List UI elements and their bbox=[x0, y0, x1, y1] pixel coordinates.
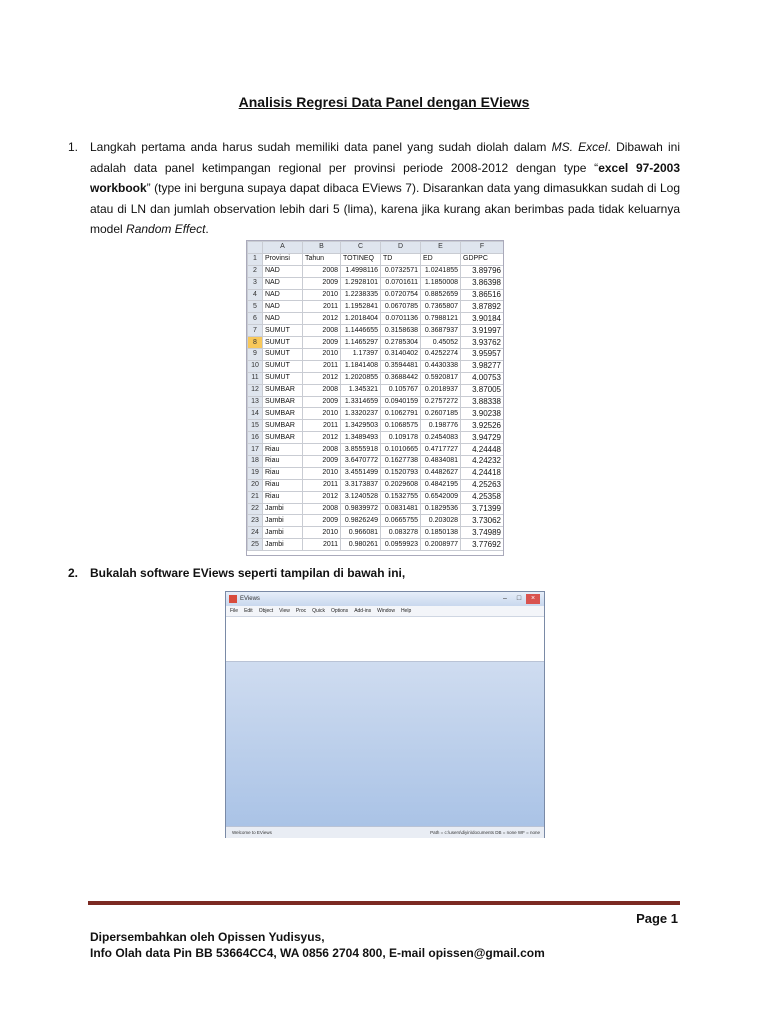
row-number: 17 bbox=[248, 444, 263, 456]
table-cell: Riau bbox=[263, 479, 303, 491]
table-cell: 2012 bbox=[303, 432, 341, 444]
table-cell: Tahun bbox=[303, 253, 341, 265]
table-cell: 2010 bbox=[303, 289, 341, 301]
table-cell: 4.24418 bbox=[461, 467, 504, 479]
table-cell: Riau bbox=[263, 444, 303, 456]
panel-data-table bbox=[247, 241, 504, 551]
table-cell: 4.00753 bbox=[461, 372, 504, 384]
step-1-text-a: Langkah pertama anda harus sudah memiliki data panel yang sudah diolah dalam bbox=[90, 140, 552, 154]
table-row bbox=[248, 467, 504, 479]
table-cell: 2011 bbox=[303, 420, 341, 432]
table-row bbox=[248, 503, 504, 515]
step-2 bbox=[68, 563, 680, 584]
table-cell: 0.0670785 bbox=[381, 301, 421, 313]
table-cell: 0.4430338 bbox=[421, 360, 461, 372]
menu-item-window: Window bbox=[377, 608, 395, 614]
eviews-logo-icon bbox=[229, 595, 237, 603]
table-cell: 2009 bbox=[303, 456, 341, 468]
eviews-menubar bbox=[226, 606, 544, 617]
table-row bbox=[248, 420, 504, 432]
table-cell: Provinsi bbox=[263, 253, 303, 265]
row-number: 13 bbox=[248, 396, 263, 408]
table-cell: 2011 bbox=[303, 479, 341, 491]
table-cell: 1.17397 bbox=[341, 349, 381, 361]
row-number: 20 bbox=[248, 479, 263, 491]
table-row bbox=[248, 491, 504, 503]
page-number: Page 1 bbox=[636, 911, 678, 926]
table-cell: 3.95957 bbox=[461, 349, 504, 361]
row-number: 1 bbox=[248, 253, 263, 265]
table-cell: 0.4482627 bbox=[421, 467, 461, 479]
table-cell: 2008 bbox=[303, 325, 341, 337]
table-cell: 2011 bbox=[303, 539, 341, 551]
table-row bbox=[248, 337, 504, 349]
row-number: 23 bbox=[248, 515, 263, 527]
table-cell: 2012 bbox=[303, 313, 341, 325]
step-1 bbox=[68, 137, 680, 240]
table-cell: 0.2029608 bbox=[381, 479, 421, 491]
row-number: 7 bbox=[248, 325, 263, 337]
window-controls bbox=[498, 594, 540, 604]
eviews-statusbar bbox=[226, 826, 544, 838]
step-2-number: 2. bbox=[68, 566, 79, 580]
table-cell: 3.89796 bbox=[461, 265, 504, 277]
table-cell: 3.86516 bbox=[461, 289, 504, 301]
table-row bbox=[248, 301, 504, 313]
table-cell: 0.2018937 bbox=[421, 384, 461, 396]
table-row bbox=[248, 253, 504, 265]
minimize-icon: – bbox=[503, 595, 507, 602]
table-cell: 0.4252274 bbox=[421, 349, 461, 361]
table-cell: 0.1627738 bbox=[381, 456, 421, 468]
row-number: 15 bbox=[248, 420, 263, 432]
menu-item-object: Object bbox=[258, 608, 274, 614]
table-cell: 0.7365807 bbox=[421, 301, 461, 313]
table-row bbox=[248, 456, 504, 468]
step-1-paragraph bbox=[90, 137, 680, 240]
row-number: 9 bbox=[248, 349, 263, 361]
table-row bbox=[248, 432, 504, 444]
row-number: 3 bbox=[248, 277, 263, 289]
table-cell: Riau bbox=[263, 491, 303, 503]
row-number: 5 bbox=[248, 301, 263, 313]
menu-item-proc: Proc bbox=[295, 608, 307, 614]
table-cell: 0.3688442 bbox=[381, 372, 421, 384]
table-cell: 3.77692 bbox=[461, 539, 504, 551]
table-cell: 1.1952841 bbox=[341, 301, 381, 313]
table-cell: 0.0959923 bbox=[381, 539, 421, 551]
table-cell: 0.0732571 bbox=[381, 265, 421, 277]
menu-item-file: File bbox=[230, 608, 239, 614]
step-1-text-c: ” (type ini berguna supaya dapat dibaca EViews 7). Disarankan data yang dimasukkan sudah di Log atau di LN dan jumlah observation lebih dari 5 (lima), karena jika kurang akan berimbas pada tidak keluarnya model bbox=[90, 181, 680, 236]
table-cell: Riau bbox=[263, 456, 303, 468]
table-cell: 1.1850008 bbox=[421, 277, 461, 289]
table-cell: SUMUT bbox=[263, 360, 303, 372]
table-cell: 3.73062 bbox=[461, 515, 504, 527]
random-effect-term: Random Effect bbox=[126, 222, 206, 236]
table-cell: 3.91997 bbox=[461, 325, 504, 337]
table-cell: 3.94729 bbox=[461, 432, 504, 444]
ms-excel-term: MS. Excel bbox=[551, 140, 608, 154]
table-cell: 0.3140402 bbox=[381, 349, 421, 361]
table-cell: 0.0720754 bbox=[381, 289, 421, 301]
table-cell: 1.1446655 bbox=[341, 325, 381, 337]
table-row bbox=[248, 384, 504, 396]
menu-item-add-ins: Add-ins bbox=[354, 608, 372, 614]
table-cell: SUMUT bbox=[263, 325, 303, 337]
eviews-workspace bbox=[226, 662, 544, 826]
table-cell: SUMUT bbox=[263, 337, 303, 349]
table-cell: 1.2018404 bbox=[341, 313, 381, 325]
table-cell: 0.0665755 bbox=[381, 515, 421, 527]
row-number: 22 bbox=[248, 503, 263, 515]
table-cell: 2012 bbox=[303, 372, 341, 384]
eviews-title: EViews bbox=[240, 596, 260, 602]
table-cell: 0.2757272 bbox=[421, 396, 461, 408]
row-number: 18 bbox=[248, 456, 263, 468]
table-cell: 0.0701136 bbox=[381, 313, 421, 325]
table-cell: 1.2928101 bbox=[341, 277, 381, 289]
table-row bbox=[248, 360, 504, 372]
table-cell: 0.4834081 bbox=[421, 456, 461, 468]
table-cell: 0.4717727 bbox=[421, 444, 461, 456]
column-header: B bbox=[303, 242, 341, 254]
eviews-titlebar bbox=[226, 592, 544, 606]
table-cell: 1.3314659 bbox=[341, 396, 381, 408]
table-cell: NAD bbox=[263, 301, 303, 313]
table-cell: 1.2020855 bbox=[341, 372, 381, 384]
column-header: A bbox=[263, 242, 303, 254]
step-1-number: 1. bbox=[68, 140, 79, 154]
table-cell: 1.0241855 bbox=[421, 265, 461, 277]
column-header: C bbox=[341, 242, 381, 254]
table-cell: 2009 bbox=[303, 396, 341, 408]
table-cell: 0.109178 bbox=[381, 432, 421, 444]
menu-item-view: View bbox=[279, 608, 290, 614]
table-cell: 3.4551499 bbox=[341, 467, 381, 479]
eviews-command-area bbox=[226, 617, 544, 662]
table-cell: 0.1062791 bbox=[381, 408, 421, 420]
menu-item-edit: Edit bbox=[244, 608, 253, 614]
table-cell: 0.2008977 bbox=[421, 539, 461, 551]
table-cell: 3.90238 bbox=[461, 408, 504, 420]
row-number: 16 bbox=[248, 432, 263, 444]
column-header: D bbox=[381, 242, 421, 254]
table-cell: 3.71399 bbox=[461, 503, 504, 515]
table-cell: 4.24232 bbox=[461, 456, 504, 468]
table-cell: Riau bbox=[263, 467, 303, 479]
table-cell: 0.198776 bbox=[421, 420, 461, 432]
table-cell: 3.8555918 bbox=[341, 444, 381, 456]
table-cell: 0.6542009 bbox=[421, 491, 461, 503]
table-row bbox=[248, 515, 504, 527]
table-cell: GDPPC bbox=[461, 253, 504, 265]
table-cell: 0.5920817 bbox=[421, 372, 461, 384]
table-cell: 2011 bbox=[303, 301, 341, 313]
row-number: 2 bbox=[248, 265, 263, 277]
table-cell: 3.88338 bbox=[461, 396, 504, 408]
table-row bbox=[248, 325, 504, 337]
row-number: 12 bbox=[248, 384, 263, 396]
table-cell: 1.1465297 bbox=[341, 337, 381, 349]
excel-type-term: excel 97-2003 workbook bbox=[90, 160, 680, 195]
table-cell: NAD bbox=[263, 277, 303, 289]
footer-contact: Info Olah data Pin BB 53664CC4, WA 0856 2704 800, E-mail opissen@gmail.com bbox=[90, 946, 545, 960]
table-cell: 0.966081 bbox=[341, 527, 381, 539]
table-cell: 0.083278 bbox=[381, 527, 421, 539]
step-2-text: Bukalah software EViews seperti tampilan di bawah ini, bbox=[90, 566, 406, 580]
table-cell: 2011 bbox=[303, 360, 341, 372]
table-cell: 0.980261 bbox=[341, 539, 381, 551]
table-cell: 0.1068575 bbox=[381, 420, 421, 432]
table-cell: NAD bbox=[263, 313, 303, 325]
table-cell: 2009 bbox=[303, 277, 341, 289]
table-cell: 0.9826249 bbox=[341, 515, 381, 527]
table-cell: 3.92526 bbox=[461, 420, 504, 432]
table-cell: 0.2785304 bbox=[381, 337, 421, 349]
row-number: 10 bbox=[248, 360, 263, 372]
eviews-window-screenshot bbox=[225, 591, 545, 838]
document-title: Analisis Regresi Data Panel dengan EViews bbox=[238, 94, 530, 110]
table-cell: 0.1010665 bbox=[381, 444, 421, 456]
table-cell: 2010 bbox=[303, 467, 341, 479]
table-row bbox=[248, 277, 504, 289]
row-number: 11 bbox=[248, 372, 263, 384]
table-cell: 1.1841408 bbox=[341, 360, 381, 372]
table-cell: 0.203028 bbox=[421, 515, 461, 527]
table-cell: 0.45052 bbox=[421, 337, 461, 349]
table-cell: 0.2454083 bbox=[421, 432, 461, 444]
table-cell: SUMUT bbox=[263, 349, 303, 361]
table-cell: 0.4842195 bbox=[421, 479, 461, 491]
table-cell: SUMBAR bbox=[263, 408, 303, 420]
table-cell: 0.105767 bbox=[381, 384, 421, 396]
table-cell: 3.93762 bbox=[461, 337, 504, 349]
table-cell: 3.1240528 bbox=[341, 491, 381, 503]
table-cell: Jambi bbox=[263, 515, 303, 527]
column-header: F bbox=[461, 242, 504, 254]
table-row bbox=[248, 527, 504, 539]
table-cell: 0.3594481 bbox=[381, 360, 421, 372]
table-cell: 2010 bbox=[303, 349, 341, 361]
table-row bbox=[248, 396, 504, 408]
table-cell: NAD bbox=[263, 289, 303, 301]
table-cell: 3.90184 bbox=[461, 313, 504, 325]
table-cell: TOTINEQ bbox=[341, 253, 381, 265]
menu-item-help: Help bbox=[400, 608, 412, 614]
column-header bbox=[248, 242, 263, 254]
table-row bbox=[248, 479, 504, 491]
status-welcome: Welcome to EViews bbox=[232, 830, 272, 835]
row-number: 25 bbox=[248, 539, 263, 551]
table-cell: 0.1829536 bbox=[421, 503, 461, 515]
step-1-text-b: . Dibawah ini adalah data panel ketimpangan regional per provinsi periode 2008-2012 dengan type “ bbox=[90, 140, 680, 175]
table-cell: 1.3320237 bbox=[341, 408, 381, 420]
table-cell: 0.9839972 bbox=[341, 503, 381, 515]
table-row bbox=[248, 265, 504, 277]
footer-rule bbox=[88, 901, 680, 905]
row-number: 21 bbox=[248, 491, 263, 503]
table-cell: 0.1850138 bbox=[421, 527, 461, 539]
table-cell: 0.0831481 bbox=[381, 503, 421, 515]
menu-item-quick: Quick bbox=[312, 608, 325, 614]
table-cell: 3.3173837 bbox=[341, 479, 381, 491]
excel-panel-data-screenshot bbox=[246, 240, 504, 556]
table-cell: Jambi bbox=[263, 527, 303, 539]
table-cell: 1.3429503 bbox=[341, 420, 381, 432]
table-cell: SUMBAR bbox=[263, 420, 303, 432]
table-row bbox=[248, 313, 504, 325]
table-cell: 4.25263 bbox=[461, 479, 504, 491]
row-number: 4 bbox=[248, 289, 263, 301]
table-cell: NAD bbox=[263, 265, 303, 277]
table-cell: 2009 bbox=[303, 515, 341, 527]
table-cell: SUMBAR bbox=[263, 432, 303, 444]
status-path: Path = c:\users\diyin\documents DB = none WF = none bbox=[430, 830, 540, 835]
table-cell: 3.6470772 bbox=[341, 456, 381, 468]
table-cell: 2009 bbox=[303, 337, 341, 349]
table-cell: 3.98277 bbox=[461, 360, 504, 372]
table-cell: Jambi bbox=[263, 503, 303, 515]
table-cell: 2008 bbox=[303, 384, 341, 396]
menu-item-options: Options bbox=[330, 608, 349, 614]
row-number: 6 bbox=[248, 313, 263, 325]
row-number: 14 bbox=[248, 408, 263, 420]
table-cell: 3.87005 bbox=[461, 384, 504, 396]
step-1-text-d: . bbox=[205, 222, 209, 236]
table-cell: SUMBAR bbox=[263, 384, 303, 396]
table-row bbox=[248, 289, 504, 301]
table-cell: 0.3687937 bbox=[421, 325, 461, 337]
table-cell: 1.345321 bbox=[341, 384, 381, 396]
table-cell: Jambi bbox=[263, 539, 303, 551]
table-cell: 2010 bbox=[303, 527, 341, 539]
table-cell: 1.4998116 bbox=[341, 265, 381, 277]
table-cell: 1.2238335 bbox=[341, 289, 381, 301]
column-header: E bbox=[421, 242, 461, 254]
table-cell: 2008 bbox=[303, 265, 341, 277]
table-row bbox=[248, 408, 504, 420]
table-cell: 0.8852659 bbox=[421, 289, 461, 301]
footer-credit: Dipersembahkan oleh Opissen Yudisyus, bbox=[90, 930, 325, 944]
table-cell: 2012 bbox=[303, 491, 341, 503]
table-cell: 0.3158638 bbox=[381, 325, 421, 337]
table-row bbox=[248, 372, 504, 384]
row-number: 19 bbox=[248, 467, 263, 479]
table-row bbox=[248, 444, 504, 456]
table-cell: 3.86398 bbox=[461, 277, 504, 289]
table-cell: 4.24448 bbox=[461, 444, 504, 456]
table-row bbox=[248, 539, 504, 551]
table-cell: 0.1532755 bbox=[381, 491, 421, 503]
table-cell: 0.0701611 bbox=[381, 277, 421, 289]
table-cell: 2008 bbox=[303, 444, 341, 456]
row-number: 8 bbox=[248, 337, 263, 349]
table-cell: 1.3489493 bbox=[341, 432, 381, 444]
table-cell: 0.1520793 bbox=[381, 467, 421, 479]
table-cell: 2010 bbox=[303, 408, 341, 420]
table-cell: 0.7988121 bbox=[421, 313, 461, 325]
table-cell: SUMUT bbox=[263, 372, 303, 384]
table-cell: 3.87892 bbox=[461, 301, 504, 313]
table-cell: SUMBAR bbox=[263, 396, 303, 408]
row-number: 24 bbox=[248, 527, 263, 539]
table-cell: 3.74989 bbox=[461, 527, 504, 539]
table-cell: TD bbox=[381, 253, 421, 265]
table-cell: 2008 bbox=[303, 503, 341, 515]
table-cell: 4.25358 bbox=[461, 491, 504, 503]
table-cell: 0.0940159 bbox=[381, 396, 421, 408]
table-row bbox=[248, 349, 504, 361]
table-cell: ED bbox=[421, 253, 461, 265]
maximize-icon: □ bbox=[516, 595, 522, 602]
table-cell: 0.2607185 bbox=[421, 408, 461, 420]
close-icon: × bbox=[526, 594, 540, 604]
